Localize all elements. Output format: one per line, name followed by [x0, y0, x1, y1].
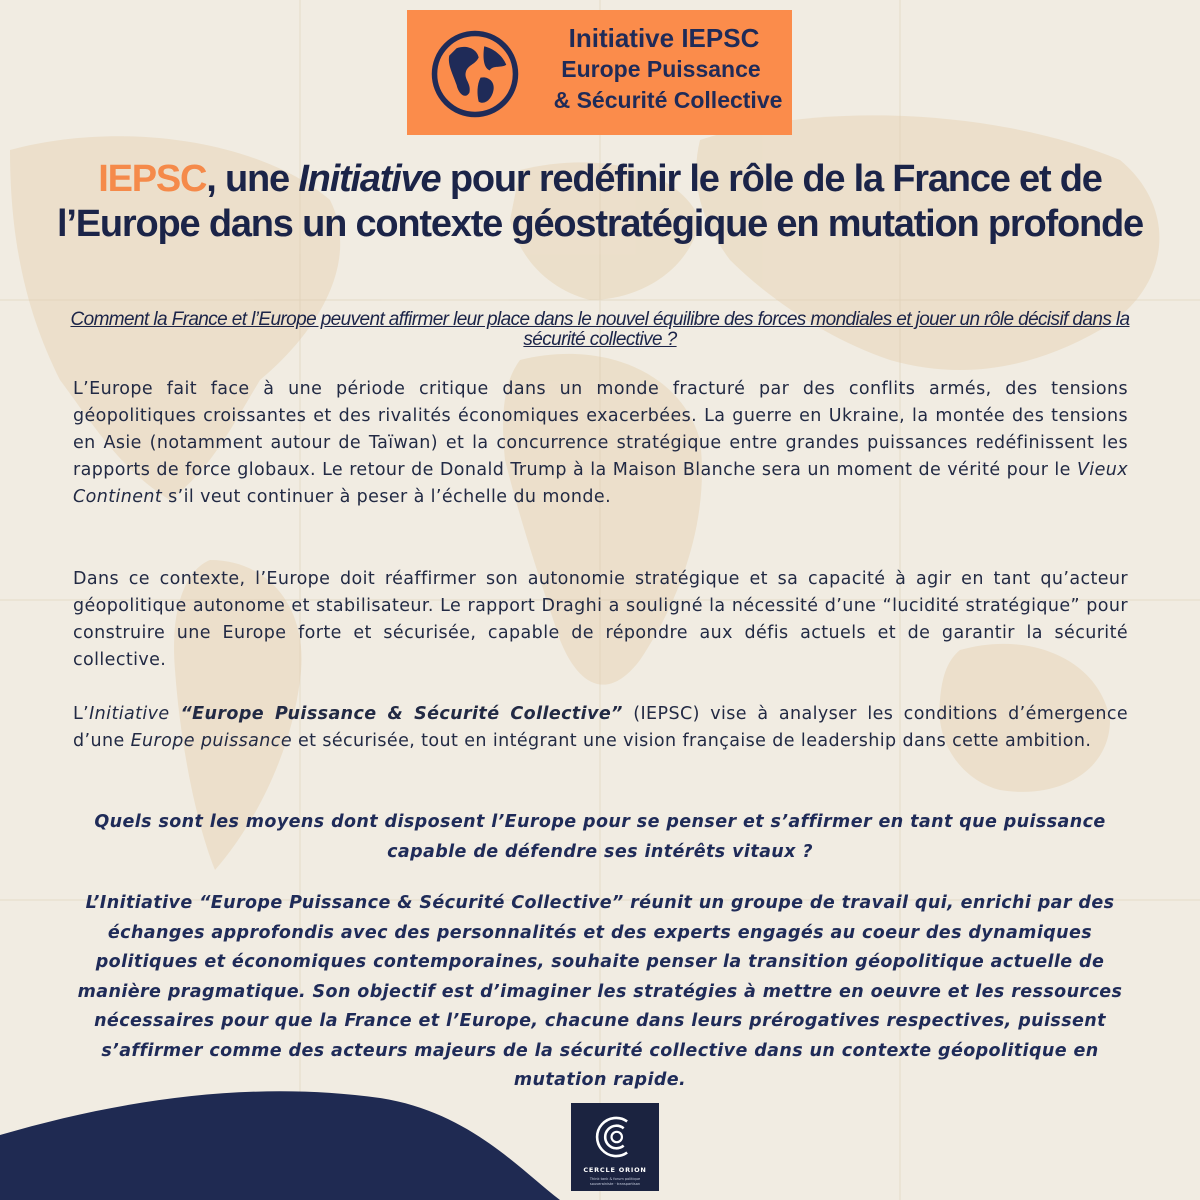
- logo-tagline-2: souverainiste · transpartisan: [589, 1181, 641, 1186]
- header-line-1: Initiative IEPSC: [568, 23, 760, 53]
- page-title: [40, 157, 1160, 247]
- initiative-header-badge: [407, 10, 792, 135]
- cercle-orion-logo: [571, 1103, 659, 1191]
- globe-icon: [429, 28, 521, 120]
- p1-text-b: s’il veut continuer à peser à l’échelle du monde.: [162, 487, 612, 507]
- p3-italic-2: Europe puissance: [130, 731, 292, 751]
- logo-name: CERCLE ORION: [583, 1166, 647, 1174]
- header-line-3: & Sécurité Collective: [553, 87, 783, 113]
- title-part-1: , une: [206, 158, 299, 200]
- p3-text-b: (IEPSC) vise à analyser les conditions d’émergence d’une: [73, 704, 1129, 751]
- p3-bold: “Europe Puissance & Sécurité Collective”: [169, 704, 623, 724]
- key-question: Quels sont les moyens dont disposent l’Europe pour se penser et s’affirmer en tant que puissance capable de défendre ses intérêts vitaux ?: [94, 812, 1106, 862]
- conclusion-paragraph: L’Initiative “Europe Puissance & Sécurité Collective” réunit un groupe de travail qui, enrichi par des échanges approfondis avec des personnalités et des experts engagés au coeur des dynamiques politiques et économiques contemporaines, souhaite penser la transition géopolitique actuelle de manière pragmatique. Son objectif est d’imaginer les stratégies à mettre en oeuvre et les ressources nécessaires pour que la France et l’Europe, chacune dans leurs prérogatives respectives, puissent s’affirmer comme des acteurs majeurs de la sécurité collective dans un contexte géopolitique en mutation rapide.: [77, 893, 1123, 1090]
- header-text: [535, 22, 787, 116]
- p3-text-c: et sécurisée, tout en intégrant une vision française de leadership dans cette ambition.: [291, 731, 1092, 751]
- logo-tagline: [571, 1177, 659, 1186]
- title-accent: IEPSC: [98, 158, 207, 200]
- logo-mark-icon: [589, 1111, 641, 1163]
- page-subtitle: Comment la France et l’Europe peuvent affirmer leur place dans le nouvel équilibre des forces mondiales et jouer un rôle décisif dans la sécurité collective ?: [70, 309, 1130, 350]
- title-italic: Initiative: [298, 158, 441, 200]
- header-line-2: Europe Puissance: [561, 56, 761, 82]
- p1-italic: Vieux Continent: [73, 460, 1128, 507]
- p3-text-a: L’: [73, 704, 90, 724]
- paragraph-context: [73, 376, 1128, 511]
- paragraph-autonomy: Dans ce contexte, l’Europe doit réaffirmer son autonomie stratégique et sa capacité à agir en tant qu’acteur géopolitique autonome et stabilisateur. Le rapport Draghi a souligné la nécessité d’une “lucidité stratégique” pour construire une Europe forte et sécurisée, capable de répondre aux défis actuels et de garantir la sécurité collective.: [73, 569, 1128, 670]
- p1-text-a: L’Europe fait face à une période critique dans un monde fracturé par des conflits armés, des tensions géopolitiques croissantes et des rivalités économiques exacerbées. La guerre en Ukraine, la montée des tensions en Asie (notamment autour de Taïwan) et la concurrence stratégique entre grandes puissances redéfinissent les rapports de force globaux. Le retour de Donald Trump à la Maison Blanche sera un moment de vérité pour le: [73, 379, 1128, 480]
- paragraph-initiative: [73, 701, 1128, 755]
- p3-italic-1: Initiative: [89, 704, 170, 724]
- logo-tagline-1: Think tank & forum politique: [589, 1177, 641, 1181]
- title-part-2: pour redéfinir le rôle de la France et de l’Europe dans un contexte géostratégique en mutation profonde: [57, 158, 1143, 245]
